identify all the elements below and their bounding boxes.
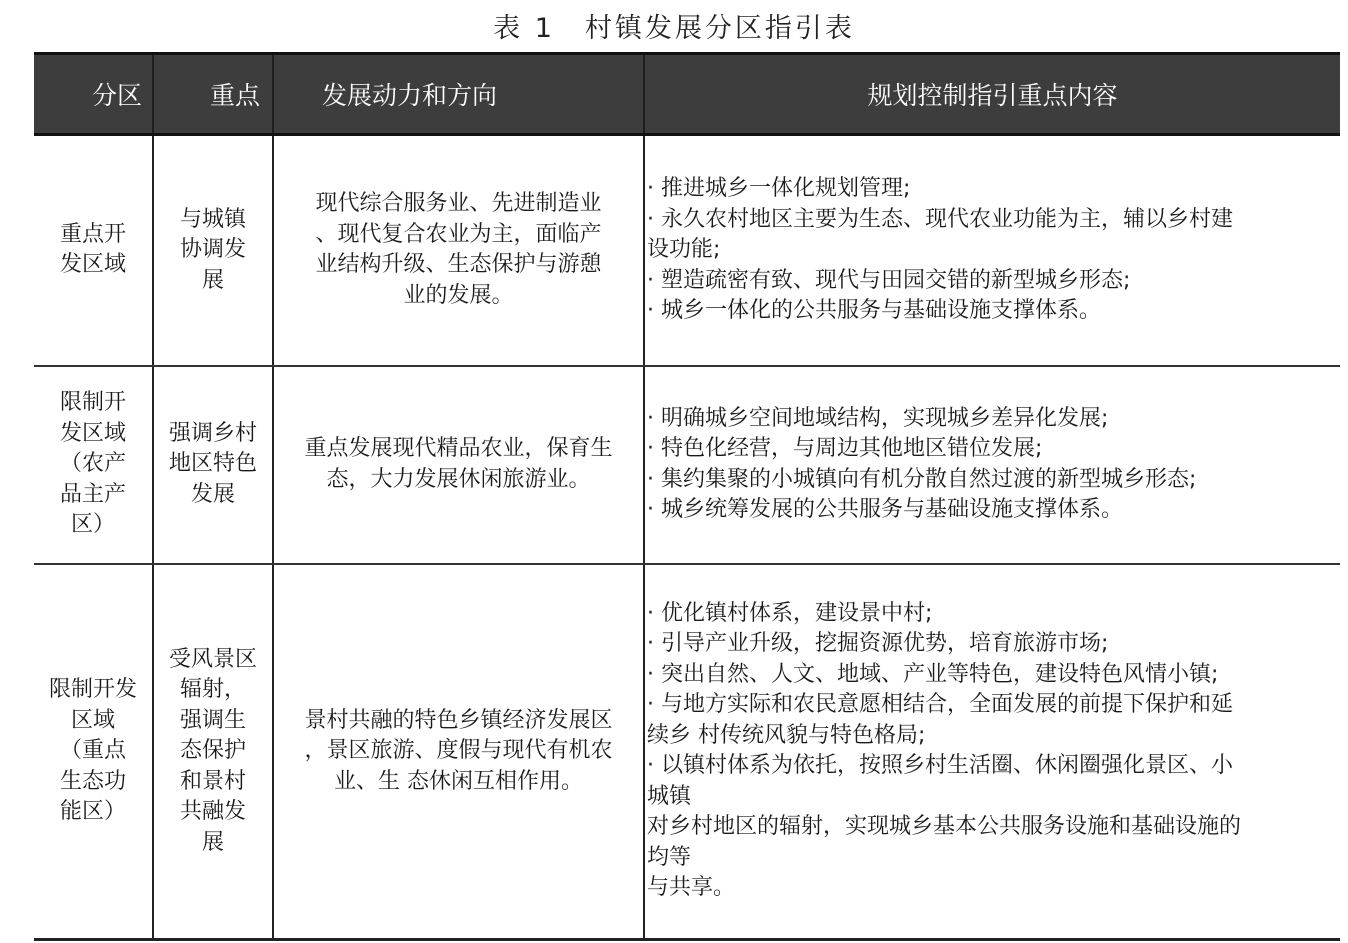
direction-cell <box>273 564 644 940</box>
direction-cell <box>273 366 644 564</box>
table-caption: 表 1 村镇发展分区指引表 <box>493 13 855 44</box>
guidance-item: · 特色化经营，与周边其他地区错位发展; <box>647 436 1043 461</box>
focus-cell <box>153 366 273 564</box>
guidance-cell <box>644 564 1340 940</box>
table-row <box>34 366 1340 564</box>
cell-text-line: 展 <box>201 267 224 293</box>
cell-text-line: 协调发 <box>179 237 246 262</box>
cell-text-line: 与城镇 <box>179 206 246 232</box>
cell-text-line: ，景区旅游、度假与现代有机农 <box>304 738 613 763</box>
cell-text-line: 和景村 <box>179 768 246 794</box>
focus-cell <box>153 135 273 366</box>
cell-text-line: 重点发展现代精品农业，保育生 <box>304 436 613 461</box>
zone-cell <box>34 135 153 366</box>
header-direction: 发展动力和方向 <box>273 54 644 135</box>
guidance-item: · 与地方实际和农民意愿相结合，全面发展的前提下保护和延 <box>647 692 1233 718</box>
cell-text-line: 态，大力发展休闲旅游业。 <box>326 466 591 492</box>
cell-text-line: 强调生 <box>179 707 246 733</box>
cell-text-line: 展 <box>201 829 224 855</box>
guidance-item: · 以镇村体系为依托，按照乡村生活圈、休闲圈强化景区、小 <box>647 753 1233 779</box>
zoning-guidance-table <box>34 52 1340 941</box>
cell-text-line: 业、生 态休闲互相作用。 <box>334 768 583 794</box>
cell-text-line: 发区域 <box>59 420 126 446</box>
guidance-cell <box>644 135 1340 366</box>
table-header-row <box>34 54 1340 135</box>
zoning-table-container <box>34 52 1340 941</box>
cell-text-line: 业的发展。 <box>403 282 514 308</box>
cell-text-line: 区域 <box>70 707 115 733</box>
cell-text-line: 生态功 <box>59 768 126 794</box>
header-focus: 重点 <box>153 54 273 135</box>
guidance-item: · 塑造疏密有致、现代与田园交错的新型城乡形态; <box>647 267 1131 293</box>
cell-text-line: 品主产 <box>59 481 126 507</box>
guidance-item: 均等 <box>647 844 692 870</box>
guidance-item: · 明确城乡空间地域结构，实现城乡差异化发展; <box>647 405 1109 431</box>
focus-cell <box>153 564 273 940</box>
guidance-item: 与共享。 <box>647 875 736 901</box>
cell-text-line: 辐射， <box>179 677 246 702</box>
cell-text-line: 共融发 <box>179 799 246 824</box>
cell-text-line: 景村共融的特色乡镇经济发展区 <box>304 707 613 733</box>
table-row <box>34 564 1340 940</box>
cell-text-line: （重点 <box>59 738 126 763</box>
guidance-item: · 城乡一体化的公共服务与基础设施支撑体系。 <box>647 298 1101 323</box>
guidance-item: 续乡 村传统风貌与特色格局; <box>647 722 926 748</box>
cell-text-line: 区） <box>70 512 115 538</box>
cell-text-line: 态保护 <box>179 738 246 763</box>
header-guidance: 规划控制指引重点内容 <box>644 54 1340 135</box>
guidance-cell <box>644 366 1340 564</box>
guidance-item: 设功能; <box>647 237 721 262</box>
guidance-item: · 引导产业升级，挖掘资源优势，培育旅游市场; <box>647 631 1109 657</box>
guidance-item: 城镇 <box>647 783 692 809</box>
guidance-item: · 推进城乡一体化规划管理; <box>647 176 911 201</box>
cell-text-line: 重点开 <box>59 221 126 247</box>
direction-cell <box>273 135 644 366</box>
guidance-item: 对乡村地区的辐射，实现城乡基本公共服务设施和基础设施的 <box>647 814 1242 840</box>
guidance-item: · 永久农村地区主要为生态、现代农业功能为主，辅以乡村建 <box>647 206 1233 232</box>
cell-text-line: 强调乡村 <box>168 420 257 446</box>
zone-cell <box>34 564 153 940</box>
guidance-item: · 优化镇村体系，建设景中村; <box>647 600 933 626</box>
guidance-item: · 城乡统筹发展的公共服务与基础设施支撑体系。 <box>647 497 1123 522</box>
cell-text-line: 能区） <box>59 799 126 824</box>
cell-text-line: 限制开 <box>59 390 126 416</box>
zone-cell <box>34 366 153 564</box>
cell-text-line: 发展 <box>190 481 235 507</box>
table-row <box>34 135 1340 366</box>
cell-text-line: 现代综合服务业、先进制造业 <box>315 191 602 217</box>
cell-text-line: 受风景区 <box>168 646 257 672</box>
cell-text-line: 地区特色 <box>168 451 257 477</box>
header-zone: 分区 <box>34 54 153 135</box>
guidance-item: · 集约集聚的小城镇向有机分散自然过渡的新型城乡形态; <box>647 466 1197 492</box>
cell-text-line: 限制开发 <box>48 677 137 702</box>
cell-text-line: 发区域 <box>59 252 126 278</box>
cell-text-line: （农产 <box>59 451 126 477</box>
guidance-item: · 突出自然、人文、地域、产业等特色，建设特色风情小镇; <box>647 661 1219 687</box>
cell-text-line: 、现代复合农业为主，面临产 <box>315 221 602 247</box>
cell-text-line: 业结构升级、生态保护与游憩 <box>315 252 602 278</box>
